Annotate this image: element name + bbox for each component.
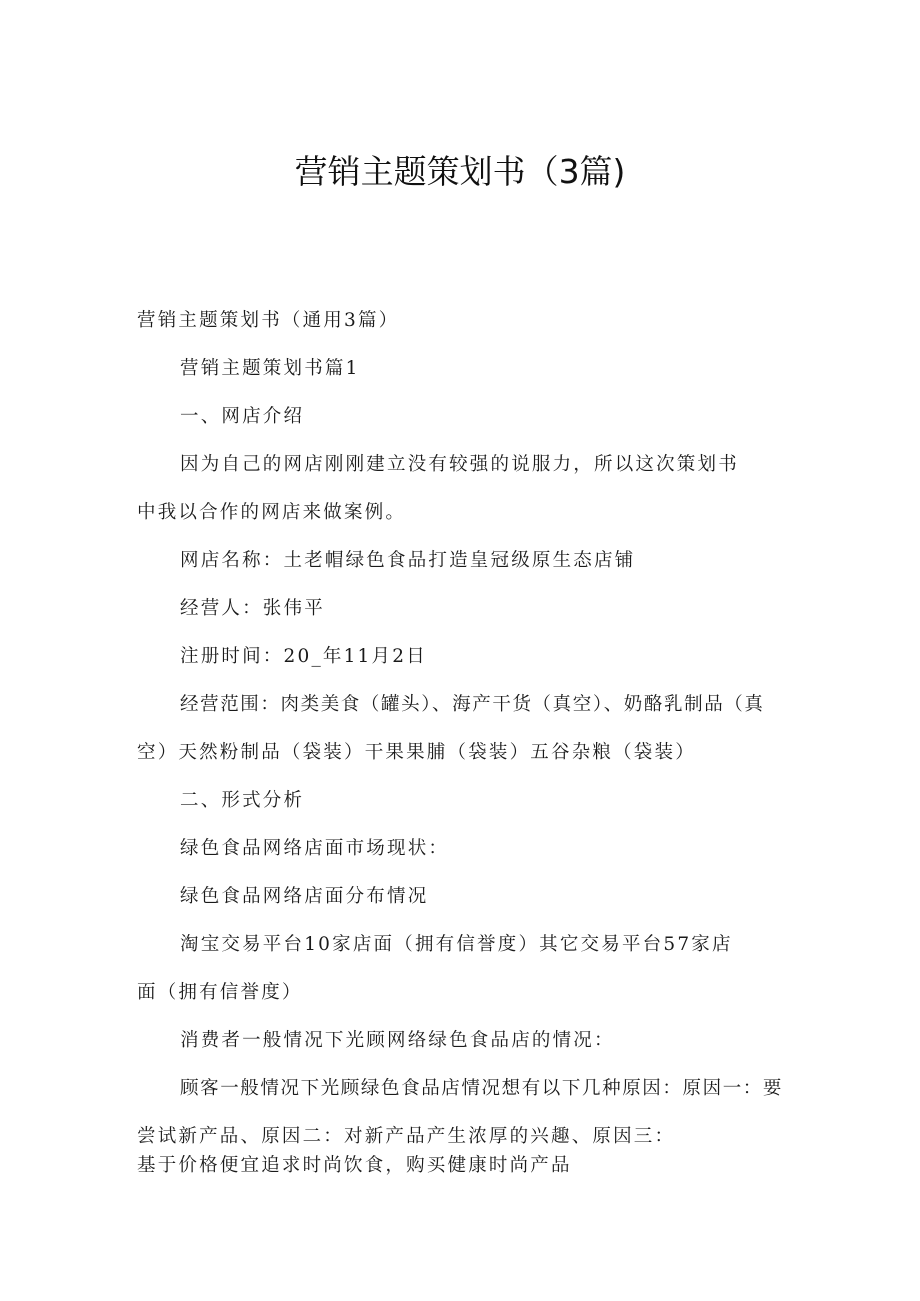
paragraph-line: 消费者一般情况下光顾网络绿色食品店的情况： (180, 1030, 615, 1051)
section-heading: 营销主题策划书篇1 (180, 358, 360, 379)
paragraph-line: 空）天然粉制品（袋装）干果果脯（袋装）五谷杂粮（袋装） (137, 742, 696, 763)
paragraph-line: 经营范围：肉类美食（罐头）、海产干货（真空）、奶酪乳制品（真 (180, 694, 765, 715)
paragraph-line: 顾客一般情况下光顾绿色食品店情况想有以下几种原因：原因一：要 (180, 1078, 784, 1099)
document-title: 营销主题策划书（3篇) (294, 152, 626, 191)
section-heading: 一、网店介绍 (180, 406, 305, 427)
subtitle-line: 营销主题策划书（通用3篇） (137, 310, 400, 331)
paragraph-line: 尝试新产品、原因二：对新产品产生浓厚的兴趣、原因三： (137, 1126, 676, 1147)
paragraph-line: 淘宝交易平台10家店面（拥有信誉度）其它交易平台57家店 (180, 934, 733, 955)
paragraph-line: 因为自己的网店刚刚建立没有较强的说服力，所以这次策划书 (180, 454, 739, 475)
paragraph-line: 网店名称：土老帽绿色食品打造皇冠级原生态店铺 (180, 550, 636, 571)
paragraph-line: 经营人：张伟平 (180, 598, 325, 619)
paragraph-line: 基于价格便宜追求时尚饮食，购买健康时尚产品 (137, 1155, 572, 1176)
paragraph-line: 绿色食品网络店面市场现状： (180, 838, 450, 859)
paragraph-line: 中我以合作的网店来做案例。 (137, 502, 407, 523)
paragraph-line: 绿色食品网络店面分布情况 (180, 886, 429, 907)
paragraph-line: 面（拥有信誉度） (137, 982, 303, 1003)
section-heading: 二、形式分析 (180, 790, 305, 811)
paragraph-line: 注册时间：20_年11月2日 (180, 646, 427, 667)
